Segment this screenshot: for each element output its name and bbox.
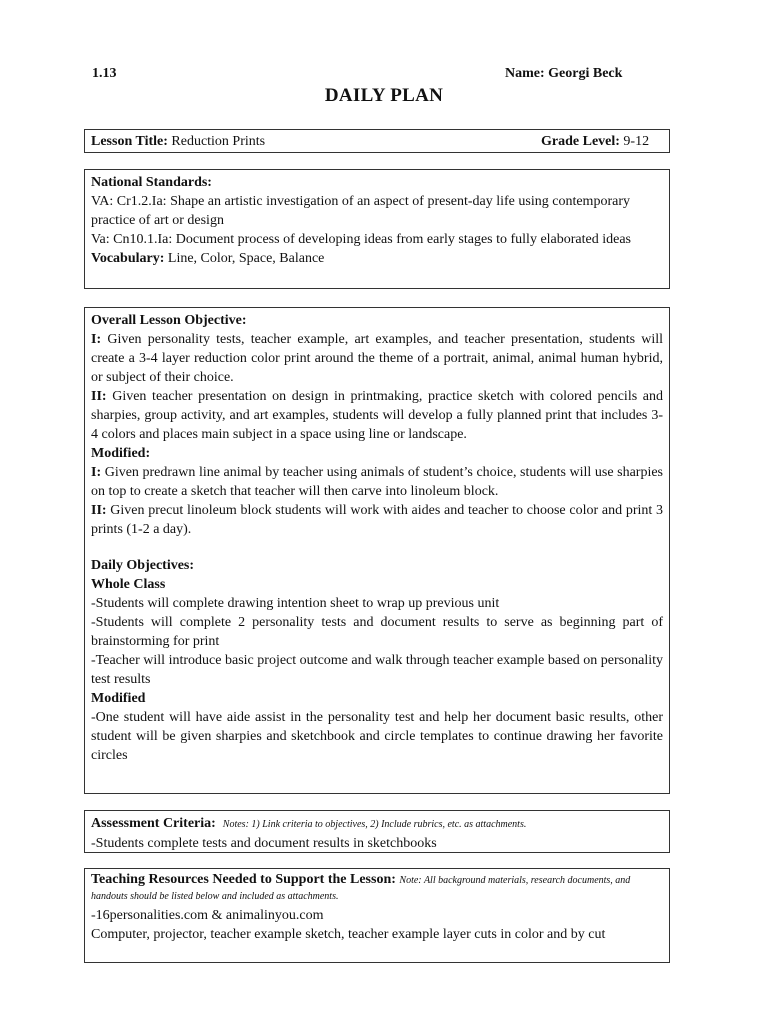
standard-item: VA: Cr1.2.Ia: Shape an artistic investigation of an aspect of present-day life using contemporary practice of art or design: [91, 194, 630, 228]
page-title: DAILY PLAN: [324, 85, 444, 106]
modified-heading: Modified:: [91, 446, 151, 461]
resources-line-2: Computer, projector, teacher example sketch, teacher example layer cuts in color and by cut: [91, 927, 606, 942]
resources-note: Note: All background materials, research documents, and handouts should be listed below and included as attachments.: [91, 875, 631, 902]
assessment-text: -Students complete tests and document results in sketchbooks: [91, 836, 437, 851]
whole-class-item: -Teacher will introduce basic project outcome and walk through teacher example based on personality test results: [91, 653, 663, 687]
whole-class-heading: Whole Class: [91, 577, 166, 592]
spacer: [91, 539, 663, 556]
modified-daily-text: -One student will have aide assist in the personality test and help her document basic results, other student will be given sharpies and sketchbook and circle templates to continue drawing her favorite circles: [91, 710, 663, 763]
objective-i: [91, 330, 663, 387]
author-name: [505, 66, 622, 82]
teaching-resources-box: [84, 868, 670, 963]
modified-ii-label: II:: [91, 503, 107, 518]
national-standards-box: [84, 169, 670, 289]
objective-ii-label: II:: [91, 389, 107, 404]
lesson-title-value: Reduction Prints: [171, 134, 266, 149]
lesson-title-label: Lesson Title:: [91, 134, 168, 149]
lesson-title-box: [84, 129, 670, 153]
assessment-note: Notes: 1) Link criteria to objectives, 2) Include rubrics, etc. as attachments.: [222, 819, 527, 830]
modified-i-label: I:: [91, 465, 102, 480]
name-label: Name:: [505, 66, 545, 81]
page-number: 1.13: [92, 66, 117, 81]
vocabulary-label: Vocabulary:: [91, 251, 165, 266]
objective-heading: Overall Lesson Objective:: [91, 313, 247, 328]
vocabulary-line: [91, 249, 663, 268]
grade-level-label: Grade Level:: [541, 134, 620, 149]
resources-line-1: -16personalities.com & animalinyou.com: [91, 908, 324, 923]
name-value: Georgi Beck: [548, 66, 623, 81]
objective-ii: [91, 387, 663, 444]
whole-class-item: -Students will complete drawing intention sheet to wrap up previous unit: [91, 596, 500, 611]
resources-heading: Teaching Resources Needed to Support the Lesson:: [91, 872, 396, 887]
grade-level-value: 9-12: [623, 134, 650, 149]
objective-ii-text: Given teacher presentation on design in printmaking, practice sketch with colored pencils and sharpies, group activity, and art examples, students will develop a fully planned print that includes 3-4 colors and places main subject in a space using line or landscape.: [91, 389, 664, 442]
modified-i: [91, 463, 663, 501]
modified-i-text: Given predrawn line animal by teacher using animals of student’s choice, students will use sharpies on top to create a sketch that teacher will then carve into linoleum block.: [91, 465, 664, 499]
vocabulary-value: Line, Color, Space, Balance: [167, 251, 325, 266]
assessment-criteria-box: [84, 810, 670, 853]
whole-class-item: -Students will complete 2 personality tests and document results to serve as beginning part of brainstorming for print: [91, 615, 663, 649]
objective-i-label: I:: [91, 332, 102, 347]
modified-ii-text: Given precut linoleum block students will work with aides and teacher to choose color and print 3 prints (1-2 a day).: [91, 503, 663, 537]
daily-objectives-heading: Daily Objectives:: [91, 558, 195, 573]
assessment-heading: Assessment Criteria:: [91, 816, 216, 831]
objective-i-text: Given personality tests, teacher example, art examples, and teacher presentation, students will create a 3-4 layer reduction color print around the theme of a portrait, animal, animal human hybrid, or subject of their choice.: [91, 332, 664, 385]
modified-daily-heading: Modified: [91, 691, 146, 706]
standards-heading: National Standards:: [91, 175, 212, 190]
standard-item: Va: Cn10.1.Ia: Document process of developing ideas from early stages to fully elaborated ideas: [91, 232, 632, 247]
lesson-objective-box: [84, 307, 670, 794]
modified-ii: [91, 501, 663, 539]
